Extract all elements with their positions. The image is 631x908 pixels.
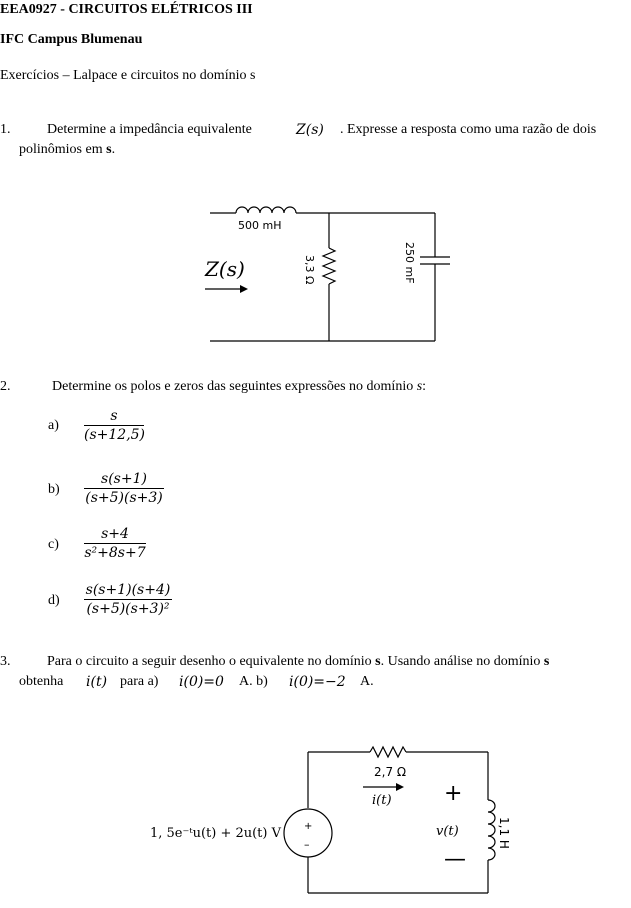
c1-inductor-label: 500 mH [238,219,282,232]
q1-text-c-bold: s [106,142,112,157]
resistor-icon [370,747,406,757]
q1-text-a: Determine a impedância equivalente [47,122,252,137]
q3-line2-c: A. b) [239,674,268,689]
c1-resistor-label: 3,3 Ω [303,255,316,285]
q3-line2-d: A. [360,674,374,689]
document-subtitle: Exercícios – Lalpace e circuitos no domínio s [0,68,256,83]
q1-text-c: polinômios em [19,142,103,157]
q2-item-a-letter: a) [48,418,59,433]
q2-item-d-letter: d) [48,593,60,608]
c3-source-minus: – [304,838,310,851]
q1-text-c-end: . [111,142,116,157]
q2-item-b-num: s(s+1) [101,471,147,487]
q3-number: 3. [0,654,11,669]
arrow-right-icon [396,783,404,791]
q3-math-i0a: i(0)=0 [179,674,224,690]
q3-text-bold1: s [375,654,381,669]
q1-text-b: . Expresse a resposta como uma razão de dois [340,122,597,137]
q1-number: 1. [0,122,11,137]
q2-text-end: : [422,379,427,394]
q2-item-a-num: s [110,408,118,424]
q3-math-i0b: i(0)=−2 [289,674,346,690]
q1-math-z: Z(s) [296,122,324,138]
q3-line2-a: obtenha [19,674,64,689]
c3-source-plus: + [304,821,313,832]
q3-math-it: i(t) [86,674,108,690]
q3-text-bold2: s [543,654,550,669]
course-title: EEA0927 - CIRCUITOS ELÉTRICOS III [0,2,253,17]
campus-name: IFC Campus Blumenau [0,32,143,47]
c3-polarity-minus: — [444,847,466,872]
c3-resistor-label: 2,7 Ω [374,765,407,779]
c3-inductor-label: 1,1 H [497,817,511,849]
q3-text-b: . Usando análise no domínio [380,654,541,669]
q3-text-a: Para o circuito a seguir desenho o equivalente no domínio [47,654,372,669]
c3-voltage-label: v(t) [436,824,459,839]
q2-number: 2. [0,379,11,394]
c3-source-label: 1, 5e⁻ᵗu(t) + 2u(t) V [150,826,281,841]
q2-item-d-num: s(s+1)(s+4) [85,582,171,598]
q2-text-a: Determine os polos e zeros das seguintes expressões no domínio [52,379,414,394]
q3-line2-b: para a) [120,674,159,689]
c3-polarity-plus: + [444,781,463,806]
q2-text-s: s [416,379,423,394]
q2-item-c-letter: c) [48,537,59,552]
c1-capacitor-label: 250 mF [403,242,416,284]
c3-current-label: i(t) [372,793,392,808]
q2-item-a-den: (s+12,5) [84,427,146,443]
q2-item-b-letter: b) [48,482,60,497]
inductor-icon [488,800,495,860]
q2-item-d-den: (s+5)(s+3)² [84,599,172,618]
c1-input-label: Z(s) [205,257,245,281]
q2-item-c-num: s+4 [101,526,129,542]
q2-item-c-den: s²+8s+7 [84,545,146,561]
q2-item-b-den: (s+5)(s+3) [85,490,163,506]
